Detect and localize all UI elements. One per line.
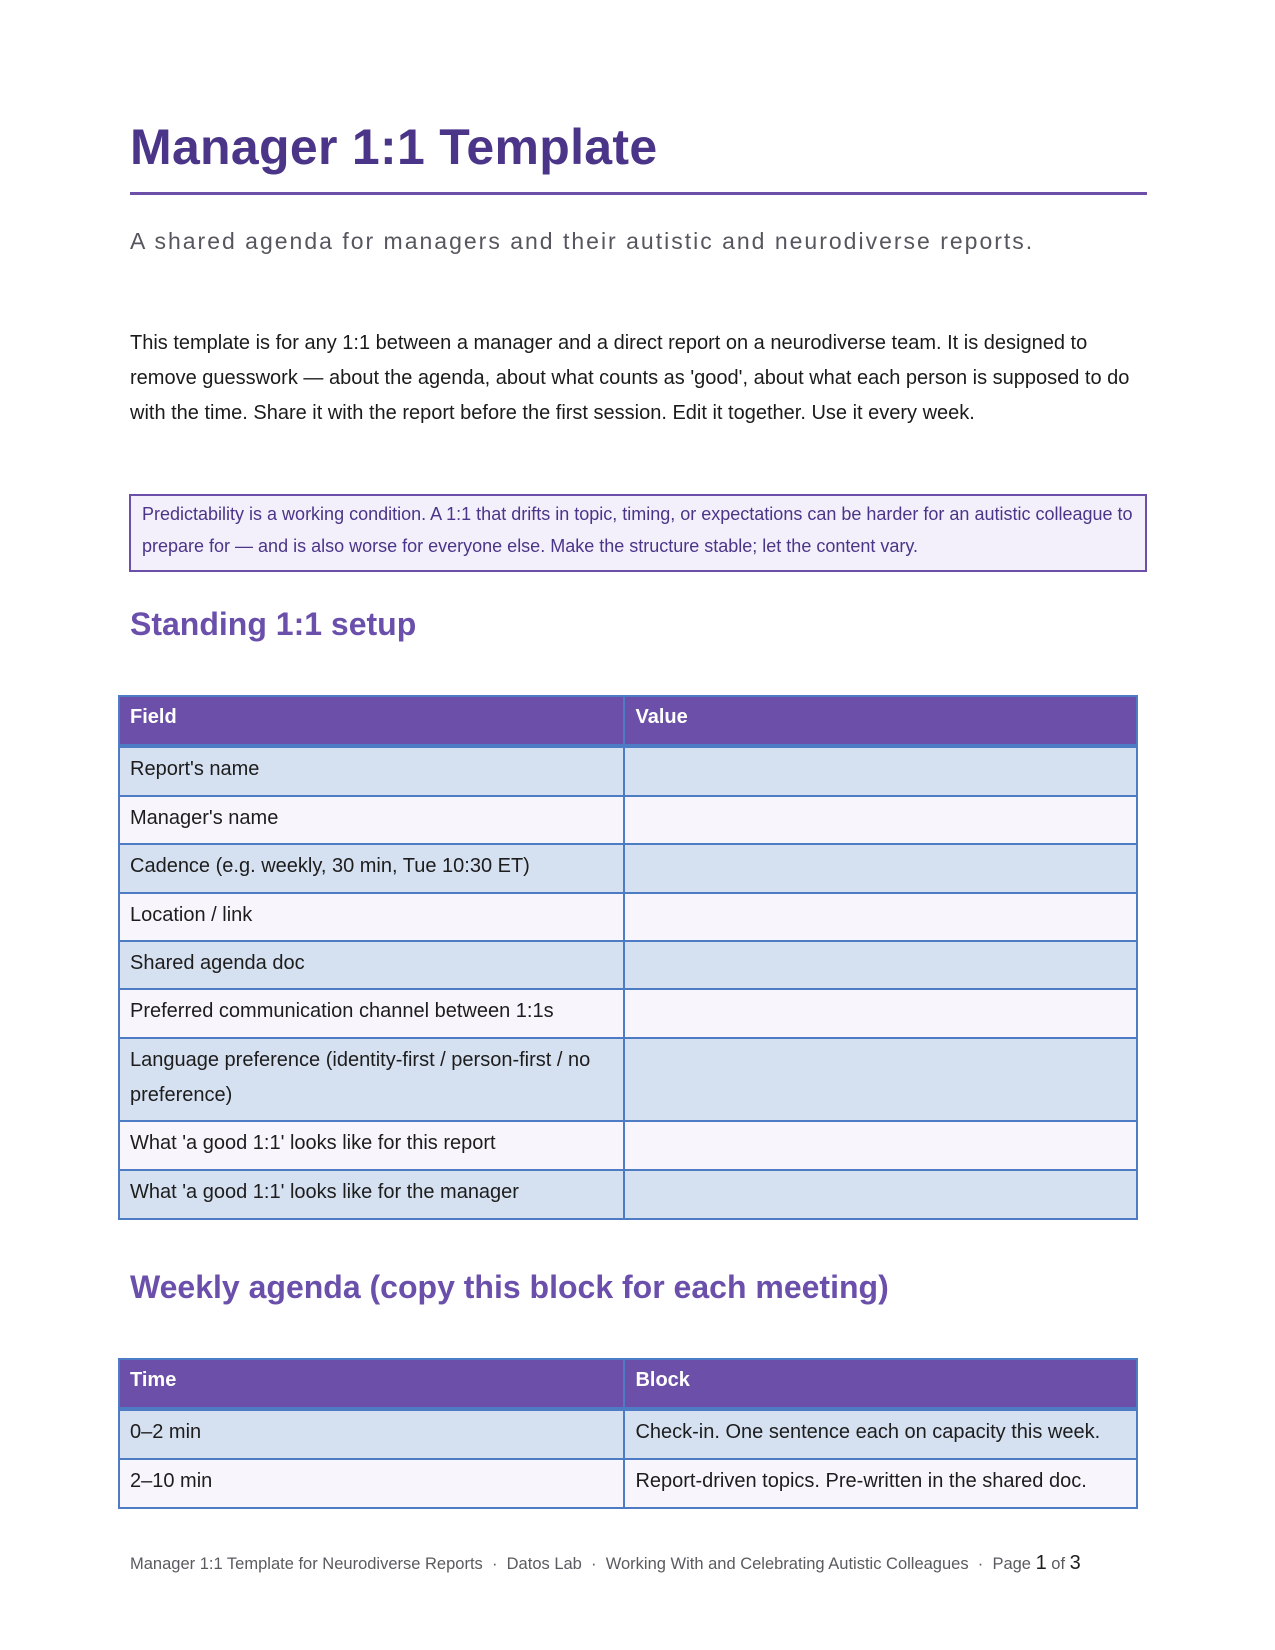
field-cell: What 'a good 1:1' looks like for the manager — [119, 1170, 624, 1219]
value-cell[interactable] — [624, 893, 1137, 941]
page-title: Manager 1:1 Template — [130, 119, 658, 175]
footer-series: Working With and Celebrating Autistic Colleagues — [605, 1555, 969, 1573]
time-cell: 0–2 min — [119, 1409, 624, 1459]
setup-heading: Standing 1:1 setup — [130, 606, 417, 642]
table-row — [119, 893, 1137, 941]
field-cell: Language preference (identity-first / person-first / no preference) — [119, 1038, 624, 1121]
intro-paragraph: This template is for any 1:1 between a manager and a direct report on a neurodiverse team. It is designed to remove guesswork — about the agenda, about what counts as 'good', about what each person is supposed to do with the time. Share it with the report before the first session. Edit it together. Use it every week. — [130, 332, 1130, 424]
table-header-row — [119, 1359, 1137, 1409]
value-cell[interactable] — [624, 1121, 1137, 1170]
agenda-heading: Weekly agenda (copy this block for each meeting) — [130, 1269, 889, 1305]
column-header: Block — [624, 1359, 1137, 1409]
value-cell[interactable] — [624, 941, 1137, 989]
footer-page-label: Page — [992, 1555, 1031, 1573]
table-row — [119, 989, 1137, 1038]
block-cell: Check-in. One sentence each on capacity this week. — [624, 1409, 1137, 1459]
field-cell: Report's name — [119, 746, 624, 796]
footer-page-number: 1 — [1035, 1552, 1047, 1574]
table-row — [119, 1409, 1137, 1459]
value-cell[interactable] — [624, 1038, 1137, 1121]
field-cell: What 'a good 1:1' looks like for this report — [119, 1121, 624, 1170]
table-row — [119, 844, 1137, 893]
table-row — [119, 1459, 1137, 1508]
field-cell: Preferred communication channel between 1:1s — [119, 989, 624, 1038]
setup-table — [118, 695, 1138, 1220]
agenda-table — [118, 1358, 1138, 1509]
value-cell[interactable] — [624, 844, 1137, 893]
table-row — [119, 1038, 1137, 1121]
block-cell: Report-driven topics. Pre-written in the shared doc. — [624, 1459, 1137, 1508]
table-row — [119, 1170, 1137, 1219]
time-cell: 2–10 min — [119, 1459, 624, 1508]
column-header: Field — [119, 696, 624, 746]
page-subtitle: A shared agenda for managers and their autistic and neurodiverse reports. — [130, 228, 1035, 254]
table-header-row — [119, 696, 1137, 746]
value-cell[interactable] — [624, 1170, 1137, 1219]
title-underline — [130, 192, 1147, 195]
value-cell[interactable] — [624, 989, 1137, 1038]
table-row — [119, 746, 1137, 796]
footer-separator: · — [491, 1555, 498, 1573]
column-header: Time — [119, 1359, 624, 1409]
field-cell: Cadence (e.g. weekly, 30 min, Tue 10:30 ET) — [119, 844, 624, 893]
footer-of-label: of — [1051, 1555, 1066, 1573]
column-header: Value — [624, 696, 1137, 746]
footer-separator: · — [591, 1555, 597, 1573]
footer-doc-name: Manager 1:1 Template for Neurodiverse Reports — [130, 1555, 483, 1573]
value-cell[interactable] — [624, 796, 1137, 844]
footer-page-total: 3 — [1069, 1552, 1081, 1574]
callout-box: Predictability is a working condition. A 1:1 that drifts in topic, timing, or expectations can be harder for an autistic colleague to prepare for — and is also worse for everyone else. Make the structure stable; let the content vary. — [129, 494, 1147, 572]
footer-separator: · — [977, 1555, 984, 1573]
table-row — [119, 796, 1137, 844]
footer-org: Datos Lab — [506, 1555, 582, 1573]
table-row — [119, 1121, 1137, 1170]
page-footer — [130, 1552, 1081, 1575]
field-cell: Manager's name — [119, 796, 624, 844]
field-cell: Shared agenda doc — [119, 941, 624, 989]
field-cell: Location / link — [119, 893, 624, 941]
table-row — [119, 941, 1137, 989]
value-cell[interactable] — [624, 746, 1137, 796]
